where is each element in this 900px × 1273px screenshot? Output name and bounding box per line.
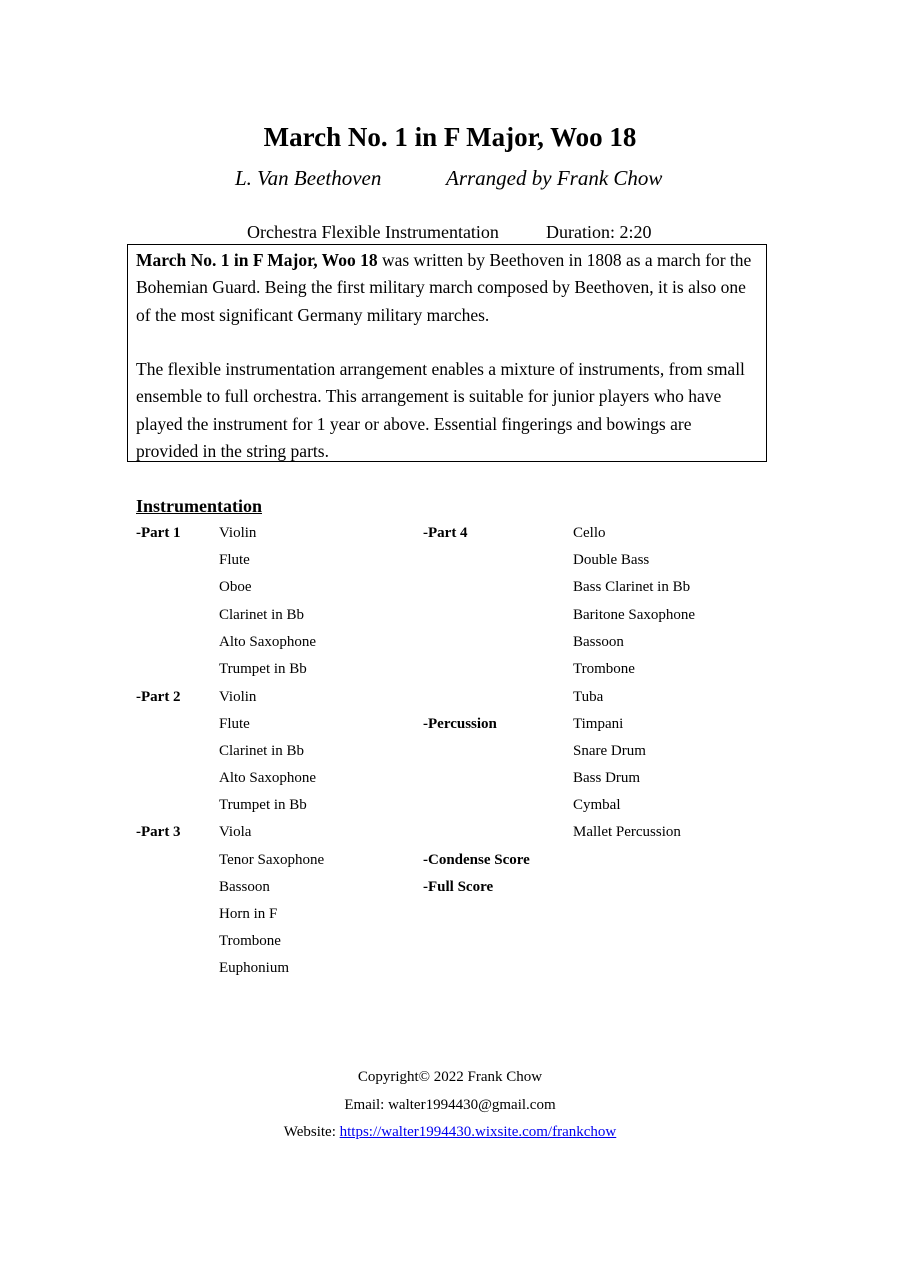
copyright: Copyright© 2022 Frank Chow xyxy=(357,1069,543,1085)
description-paragraph-2: The flexible instrumentation arrangement enables a mixture of instruments, from small ensemble to full orchestra. This arrangement is suitable for junior players who have played the instrument for 1 year or above. Essential fingerings and bowings are provided in the string parts. xyxy=(136,359,745,462)
arranger: Arranged by Frank Chow xyxy=(446,166,663,190)
duration: Duration: 2:20 xyxy=(546,222,652,242)
part-3-label: -Part 3 xyxy=(136,824,181,840)
percussion-label: -Percussion xyxy=(423,716,497,732)
part-4-item: Bass Clarinet in Bb xyxy=(573,579,691,595)
description-box xyxy=(127,244,767,462)
instrumentation-type: Orchestra Flexible Instrumentation xyxy=(247,222,499,242)
part-1-item: Alto Saxophone xyxy=(219,634,317,650)
part-3-item: Viola xyxy=(219,824,252,840)
part-1-item: Violin xyxy=(219,525,257,541)
part-4-item: Double Bass xyxy=(573,552,650,568)
part-2-item: Alto Saxophone xyxy=(219,770,317,786)
part-3-item: Bassoon xyxy=(219,879,270,895)
part-4-label: -Part 4 xyxy=(423,525,468,541)
percussion-item: Timpani xyxy=(573,716,624,732)
percussion-item: Snare Drum xyxy=(573,743,646,759)
part-4-item: Baritone Saxophone xyxy=(573,607,696,623)
percussion-item: Cymbal xyxy=(573,797,621,813)
part-2-item: Violin xyxy=(219,689,257,705)
part-4-item: Bassoon xyxy=(573,634,624,650)
part-3-item: Trombone xyxy=(219,933,281,949)
description-title: March No. 1 in F Major, Woo 18 xyxy=(136,250,378,270)
website-line xyxy=(0,1122,900,1142)
part-3-item: Horn in F xyxy=(219,906,278,922)
website-link[interactable]: https://walter1994430.wixsite.com/frankchow xyxy=(339,1124,617,1140)
description-paragraph-1 xyxy=(136,247,758,329)
description-text-1: was written by Beethoven in 1808 as a march for the Bohemian Guard. Being the first military march composed by Beethoven, it is also one of the most significant Germany military marches. xyxy=(136,250,752,325)
part-2-item: Clarinet in Bb xyxy=(219,743,304,759)
email: Email: walter1994430@gmail.com xyxy=(344,1097,556,1113)
instrumentation-heading: Instrumentation xyxy=(136,496,263,516)
part-1-item: Oboe xyxy=(219,579,252,595)
part-2-item: Flute xyxy=(219,716,250,732)
part-3-item: Tenor Saxophone xyxy=(219,852,325,868)
percussion-item: Bass Drum xyxy=(573,770,641,786)
part-2-label: -Part 2 xyxy=(136,689,181,705)
part-4-item: Cello xyxy=(573,525,606,541)
percussion-item: Mallet Percussion xyxy=(573,824,681,840)
part-2-item: Trumpet in Bb xyxy=(219,797,307,813)
condense-score-label: -Condense Score xyxy=(423,852,530,868)
part-3-item: Euphonium xyxy=(219,960,289,976)
website-label: Website: xyxy=(283,1124,340,1140)
part-1-label: -Part 1 xyxy=(136,525,181,541)
full-score-label: -Full Score xyxy=(423,879,494,895)
page-title: March No. 1 in F Major, Woo 18 xyxy=(263,122,637,152)
composer: L. Van Beethoven xyxy=(235,166,382,190)
part-1-item: Flute xyxy=(219,552,250,568)
part-1-item: Clarinet in Bb xyxy=(219,607,304,623)
part-4-item: Trombone xyxy=(573,661,635,677)
part-1-item: Trumpet in Bb xyxy=(219,661,307,677)
part-4-item: Tuba xyxy=(573,689,604,705)
